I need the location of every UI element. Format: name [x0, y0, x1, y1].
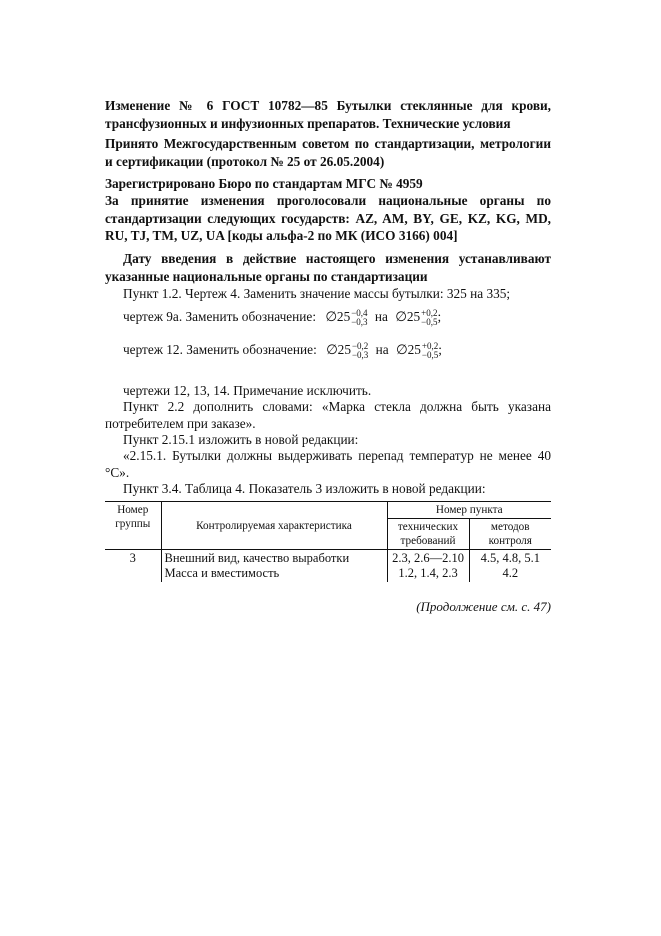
cell-methods: [469, 550, 551, 583]
formula-drawing-9a: чертеж 9а. Заменить обозначение: ∅25 −0,4 −0,3 на ∅25 +0,2 −0,5 ;: [123, 308, 442, 327]
header-characteristic: Контролируемая характеристика: [161, 502, 387, 550]
cell-characteristic: [161, 550, 387, 583]
registration-statement: Зарегистрировано Бюро по стандартам МГС № 4959: [105, 176, 423, 191]
technical-1: 2.3, 2.6—2.10: [392, 551, 464, 565]
formula-prefix: чертеж 9а. Заменить обозначение:: [123, 309, 317, 325]
header-control-methods: методов контроля: [469, 519, 551, 550]
clause-1-2: Пункт 1.2. Чертеж 4. Заменить значение массы бутылки: 325 на 335;: [123, 286, 511, 301]
formula-word: на: [375, 342, 389, 358]
voting-statement: За принятие изменения проголосовали национальные органы по стандартизации следующих государств: AZ, AM, BY, GE, KZ, KG, MD, RU, TJ, TM, UZ, UA [коды альфа-2 по МК (ИСО 3166) 004]: [105, 193, 551, 243]
formula-word: на: [374, 309, 388, 325]
new-designation: ∅25: [396, 342, 421, 358]
methods-2: 4.2: [502, 566, 519, 580]
technical-2: 1.2, 1.4, 2.3: [398, 566, 458, 580]
header-technical-requirements: технических требований: [387, 519, 469, 550]
clause-2-15-1-text: «2.15.1. Бутылки должны выдерживать перепад температур не менее 40 °С».: [105, 448, 551, 480]
effective-date-statement: Дату введения в действие настоящего изменения устанавливают указанные национальные органы по стандартизации: [105, 251, 551, 284]
formula-prefix: чертеж 12. Заменить обозначение:: [123, 342, 317, 358]
new-designation: ∅25: [395, 309, 421, 325]
formula-drawing-12: чертеж 12. Заменить обозначение: ∅25 −0,2 −0,3 на ∅25 +0,2 −0,5 ;: [123, 341, 442, 360]
clause-2-15-1-intro: Пункт 2.15.1 изложить в новой редакции:: [123, 432, 359, 447]
change-title: Изменение № 6 ГОСТ 10782—85 Бутылки стеклянные для крови, трансфузионных и инфузионных препаратов. Технические условия: [105, 98, 551, 131]
cell-group: 3: [105, 550, 161, 583]
header-clause-number: Номер пункта: [387, 502, 551, 519]
header-group-number: Номер группы: [105, 502, 161, 550]
drawings-note: чертежи 12, 13, 14. Примечание исключить.: [123, 383, 372, 398]
cell-technical: [387, 550, 469, 583]
characteristic-2: Масса и вместимость: [164, 566, 280, 580]
adopted-statement: Принято Межгосударственным советом по стандартизации, метрологии и сертификации (протокол № 25 от 26.05.2004): [105, 136, 551, 169]
clause-2-2: Пункт 2.2 дополнить словами: «Марка стекла должна быть указана потребителем при заказе».: [105, 399, 551, 431]
continuation-note: (Продолжение см. с. 47): [416, 599, 551, 614]
old-designation: ∅25: [326, 342, 351, 358]
methods-1: 4.5, 4.8, 5.1: [480, 551, 540, 565]
table-4: [105, 501, 551, 582]
characteristic-1: Внешний вид, качество выработки: [164, 551, 350, 565]
clause-3-4: Пункт 3.4. Таблица 4. Показатель 3 изложить в новой редакции:: [123, 481, 486, 496]
table-row: [105, 550, 551, 583]
old-designation: ∅25: [325, 309, 351, 325]
